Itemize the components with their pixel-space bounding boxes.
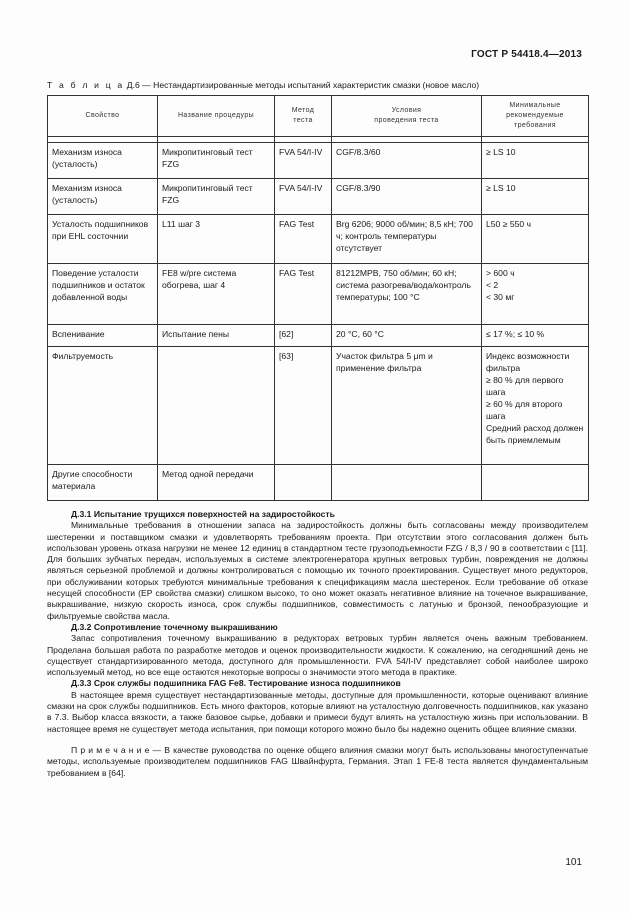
col-header-requirements: Минимальные рекомендуемые требования (482, 96, 589, 137)
table-cell: [62] (275, 325, 332, 347)
table-row (48, 215, 589, 264)
table-cell: ≤ 17 %; ≤ 10 % (482, 325, 589, 347)
table-cell: Микропитинговый тест FZG (158, 143, 275, 179)
table-cell: Другие способности материала (48, 465, 158, 501)
table-row (48, 325, 589, 347)
table-cell: FE8 w/pre система обогрева, шаг 4 (158, 264, 275, 325)
note-text: — В качестве руководства по оценке общего влияния смазки могут быть использованы многоступенчатые методы, используемые производителем подшипников FAG Швайнфурта, Германия. Этап 1 FE-8 теста является фундаментальным требованием в [64]. (47, 744, 589, 778)
section-paragraph: Минимальные требования в отношении запаса на задиростойкость должны быть согласованы между производителем шестеренки и поставщиком смазки и удовлетворять требованиям проекта. При отсутствии этого согласования должен быть использован уровень отказа нагрузки не менее 12 единиц в стандартном тесте грузоподъемности FZG / 8,3 / 90 в соответствии с [11]. Для больших зубчатых передач, используемых в системе электрогенератора крупных ветровых турбин, повреждения не должны являться серьезной проблемой и должны контролироваться с помощью их точного проектирования. Существует много редукторов, при обслуживании которых требуются минимальные требования к спецификациям масла шестеренок. Если требование об отказе несущей способности (ЕР свойства смазки) слишком высоко, то оно может оказать негативное влияние на точечное выкрашивание, выкрашивание, низкую скорость износа, срок службы подшипников, совместимость с латунью и бронзой, пенообразующие и фильтруемые свойства масла. (47, 520, 588, 621)
section-heading: Д.3.3 Срок службы подшипника FAG Fe8. Тестирование износа подшипников (71, 678, 401, 689)
table-cell: Поведение усталости подшипников и остаток добавленной воды (48, 264, 158, 325)
table-cell: Усталость подшипников при EHL состочнии (48, 215, 158, 264)
table-cell: Микропитинговый тест FZG (158, 179, 275, 215)
table-cell: FVA 54/I-IV (275, 143, 332, 179)
table-header-row (48, 96, 589, 137)
table-cell (482, 465, 589, 501)
table-cell: Участок фильтра 5 μm и применение фильтра (332, 347, 482, 465)
note-label: П р и м е ч а н и е (71, 744, 150, 755)
table-cell: Вспенивание (48, 325, 158, 347)
table-row (48, 179, 589, 215)
table-row (48, 264, 589, 325)
table-cell: Механизм износа (усталость) (48, 143, 158, 179)
col-header-property: Свойство (48, 96, 158, 137)
col-header-conditions: Условия проведения теста (332, 96, 482, 137)
table-cell: CGF/8.3/60 (332, 143, 482, 179)
page-number: 101 (565, 857, 582, 868)
table-cell: Механизм износа (усталость) (48, 179, 158, 215)
table-caption-text: Д.6 — Нестандартизированные методы испытаний характеристик смазки (новое масло) (124, 80, 480, 90)
table-cell: Индекс возможности фильтра ≥ 80 % для первого шага ≥ 60 % для второго шага Средний расход должен быть приемлемым (482, 347, 589, 465)
note (47, 745, 588, 779)
table-row (48, 465, 589, 501)
table-cell: Метод одной передачи (158, 465, 275, 501)
section-heading: Д.3.2 Сопротивление точечному выкрашиванию (71, 621, 278, 632)
test-methods-table (47, 95, 589, 501)
table-cell: > 600 ч < 2 < 30 мг (482, 264, 589, 325)
section-text (47, 509, 588, 779)
table-cell: Фильтруемость (48, 347, 158, 465)
table-caption-prefix: Т а б л и ц а (47, 80, 125, 90)
table-cell: ≥ LS 10 (482, 179, 589, 215)
table-cell (332, 465, 482, 501)
section-paragraph: Запас сопротивления точечному выкрашиванию в редукторах ветровых турбин является очень важным требованием. Проделана большая работа по разработке методов и оценок производительности жидкости. К сожалению, на сегодняшний день не существует стандартизированного метода, доступного для промышленности. FVA 54/I-IV представляет собой наиболее широко используемый метод, но все еще остаются некоторые вопросы о значимости этого метода в практике. (47, 633, 588, 678)
table-cell: CGF/8.3/90 (332, 179, 482, 215)
col-header-method: Метод теста (275, 96, 332, 137)
table-caption (47, 80, 587, 90)
table-cell: 20 °С, 60 °С (332, 325, 482, 347)
table-cell: Испытание пены (158, 325, 275, 347)
table-cell: ≥ LS 10 (482, 143, 589, 179)
standard-id-header: ГОСТ Р 54418.4—2013 (471, 49, 582, 60)
section-heading: Д.3.1 Испытание трущихся поверхностей на задиростойкость (71, 509, 335, 519)
section-paragraph: В настоящее время существует нестандартизованные методы, доступные для промышленности, которые оценивают влияние смазки на срок службы подшипников. Есть много факторов, которые влияют на усталостную долговечность подшипников, как указано в 7.3. Выбор класса вязкости, а также базовое сырье, добавки и примеси будут влиять на усталостную жизнь при использовании. В настоящее время не существует метода испытания, при помощи которого можно было бы надежно оценить общее влияние смазки. (47, 689, 588, 734)
table-cell: 81212MPB, 750 об/мин; 60 кН; система разогрева/вода/контроль температуры; 100 °С (332, 264, 482, 325)
table-cell: L11 шаг 3 (158, 215, 275, 264)
table-row (48, 347, 589, 465)
table-cell: [63] (275, 347, 332, 465)
table-row (48, 143, 589, 179)
table-cell: FVA 54/I-IV (275, 179, 332, 215)
table-cell (275, 465, 332, 501)
table-cell: Brg 6206; 9000 об/мин; 8,5 кН; 700 ч; контроль температуры отсутствует (332, 215, 482, 264)
table-cell: L50 ≥ 550 ч (482, 215, 589, 264)
table-cell (158, 347, 275, 465)
col-header-procedure: Название процедуры (158, 96, 275, 137)
table-cell: FAG Test (275, 215, 332, 264)
table-cell: FAG Test (275, 264, 332, 325)
